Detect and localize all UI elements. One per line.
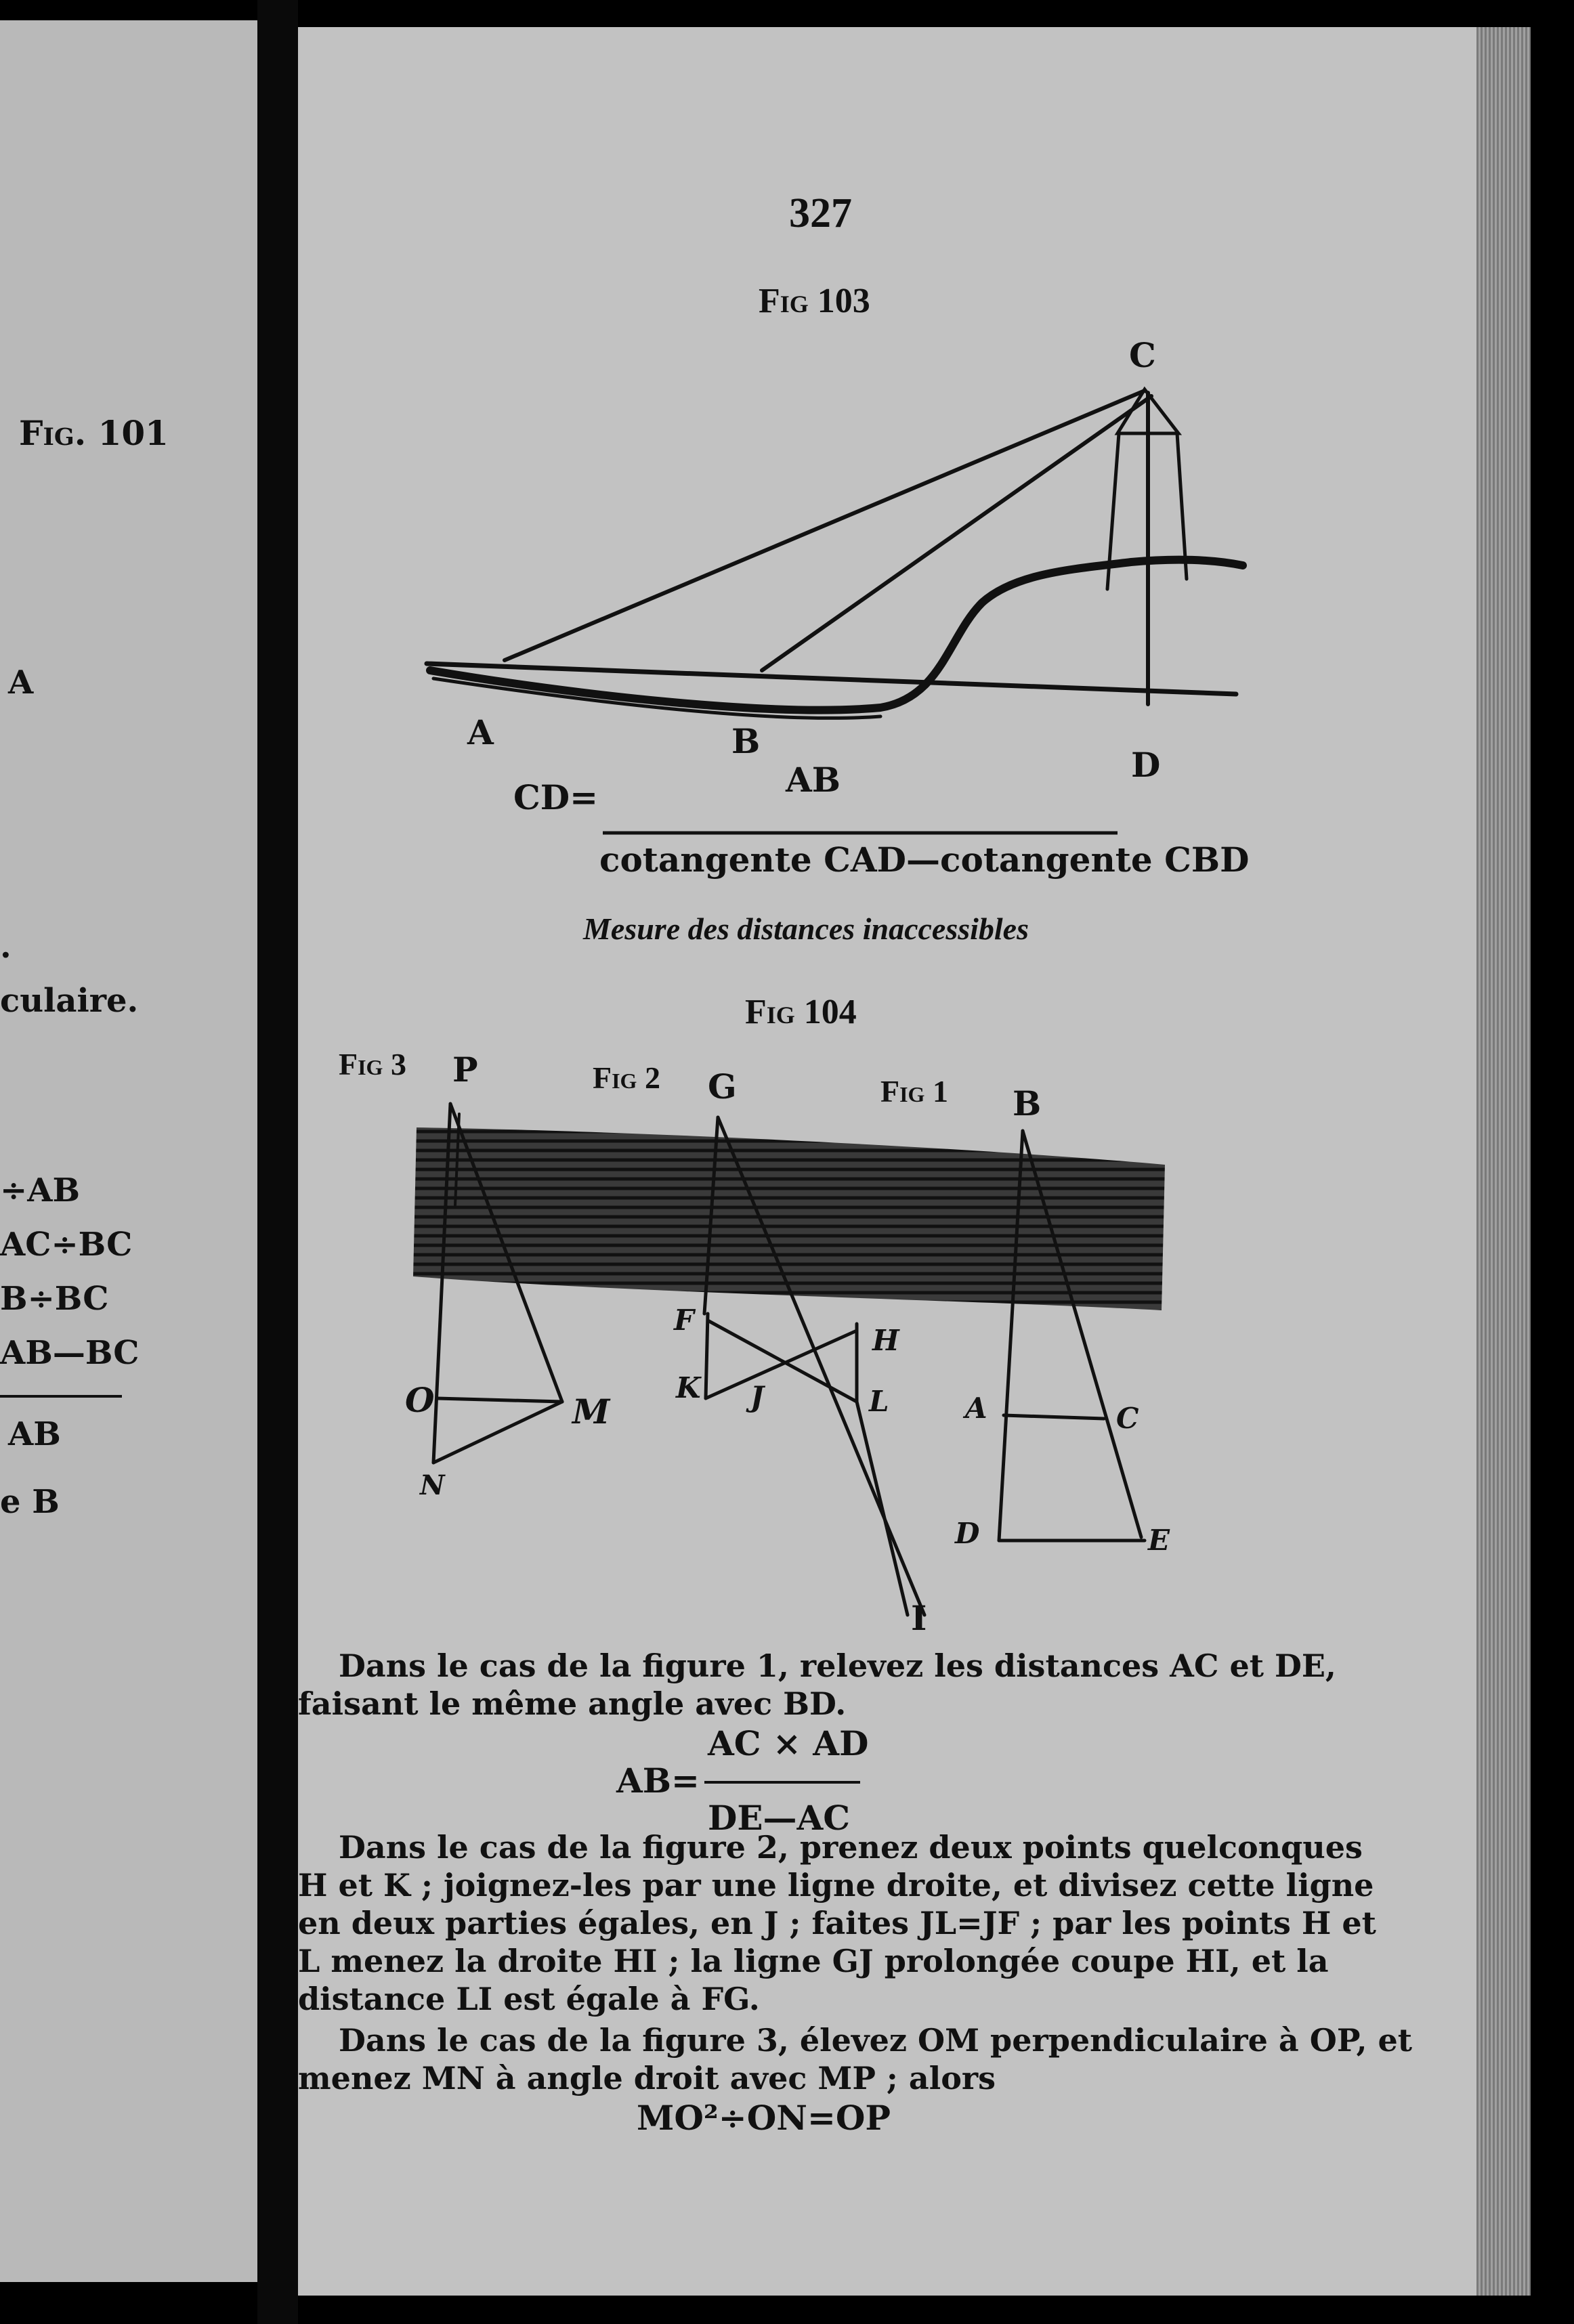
fig104-point-p: P	[452, 1050, 478, 1090]
fig103-point-b: B	[731, 721, 761, 761]
left-formula-line: B÷BC	[0, 1280, 109, 1318]
figure-caption: Mesure des distances inaccessibles	[582, 911, 1029, 946]
paragraph-line: faisant le même angle avec BD.	[298, 1685, 847, 1722]
fig3-line-mn	[433, 1402, 562, 1463]
book-page	[298, 27, 1531, 2296]
left-formula-line: ÷AB	[0, 1171, 81, 1209]
paragraph-line: distance LI est égale à FG.	[298, 1981, 760, 2017]
paragraph-figure1	[298, 1647, 1336, 1723]
page-number: 327	[789, 190, 852, 236]
fig104-sub-label-2: Fig 2	[593, 1060, 660, 1095]
left-point-a: A	[8, 664, 34, 702]
fig104-point-f: F	[674, 1304, 694, 1337]
paragraph-line: menez MN à angle droit avec MP ; alors	[298, 2060, 996, 2096]
fig104-point-d: D	[955, 1517, 980, 1550]
fig104-point-m: M	[572, 1392, 610, 1432]
fig104-point-k: K	[676, 1371, 701, 1404]
left-fraction-bar	[0, 1395, 122, 1398]
left-formula-line: AC÷BC	[0, 1226, 133, 1264]
fig104-point-b: B	[1013, 1083, 1042, 1123]
fig104-point-a: A	[965, 1392, 987, 1425]
formula1-lhs: AB=	[616, 1761, 700, 1801]
fig104-point-j: J	[750, 1380, 764, 1413]
left-formula-line: AB	[8, 1415, 61, 1453]
formula1-numerator: AC × AD	[708, 1723, 869, 1763]
left-page-fragment	[0, 20, 257, 2282]
paragraph-line: Dans le cas de la figure 3, élevez OM perpendiculaire à OP, et	[339, 2022, 1413, 2059]
book-gutter	[257, 0, 298, 2324]
fig104-point-g: G	[708, 1067, 737, 1106]
paragraph-figure2	[298, 1828, 1376, 2018]
paragraph-line: H et K ; joignez-les par une ligne droite, et divisez cette ligne	[298, 1867, 1374, 1903]
fig103-point-d: D	[1131, 745, 1161, 785]
left-dot: .	[0, 928, 12, 966]
fig1-line-ac	[1004, 1415, 1104, 1419]
fig3-line-om	[437, 1398, 562, 1402]
river-band	[413, 1127, 1165, 1310]
fig104-point-n: N	[420, 1469, 445, 1501]
fig103-point-a: A	[467, 712, 494, 752]
formula1-denominator: DE—AC	[708, 1798, 851, 1838]
fig104-point-i: I	[911, 1598, 927, 1638]
left-word-fragment: culaire.	[0, 982, 139, 1020]
fig103-point-c: C	[1129, 335, 1156, 375]
paragraph-line: Dans le cas de la figure 2, prenez deux points quelconques	[339, 1829, 1363, 1866]
fig104-point-c: C	[1116, 1402, 1139, 1435]
fig104-diagram	[298, 27, 1531, 1652]
left-fig-label: Fig. 101	[19, 413, 169, 453]
left-formula-line: AB—BC	[0, 1334, 140, 1372]
fig103-formula-lhs: CD=	[513, 777, 599, 817]
fig104-point-h: H	[872, 1324, 899, 1357]
fig2-line-li	[857, 1402, 908, 1615]
left-formula-line: e B	[0, 1483, 60, 1521]
fig104-point-o: O	[405, 1380, 435, 1420]
fig104-point-e: E	[1148, 1524, 1170, 1557]
fig103-label: Fig 103	[759, 282, 870, 320]
fig104-sub-label-3: Fig 3	[339, 1047, 406, 1081]
fig104-point-l: L	[869, 1385, 889, 1418]
fig2-line-fl	[708, 1320, 857, 1402]
fig104-sub-label-1: Fig 1	[880, 1074, 948, 1109]
paragraph-line: L menez la droite HI ; la ligne GJ prolongée coupe HI, et la	[298, 1943, 1329, 1979]
fig2-line-fk	[706, 1314, 708, 1398]
fig103-formula-denominator: cotangente CAD—cotangente CBD	[599, 840, 1250, 880]
formula2: MO²÷ON=OP	[637, 2098, 891, 2138]
fig104-label: Fig 104	[745, 993, 857, 1031]
paragraph-line: Dans le cas de la figure 1, relevez les distances AC et DE,	[339, 1648, 1336, 1684]
paragraph-line: en deux parties égales, en J ; faites JL=JF ; par les points H et	[298, 1905, 1376, 1941]
paragraph-figure3	[298, 2021, 1413, 2097]
fig103-formula-numerator: AB	[786, 760, 841, 800]
formula1-fraction-bar	[704, 1781, 860, 1784]
